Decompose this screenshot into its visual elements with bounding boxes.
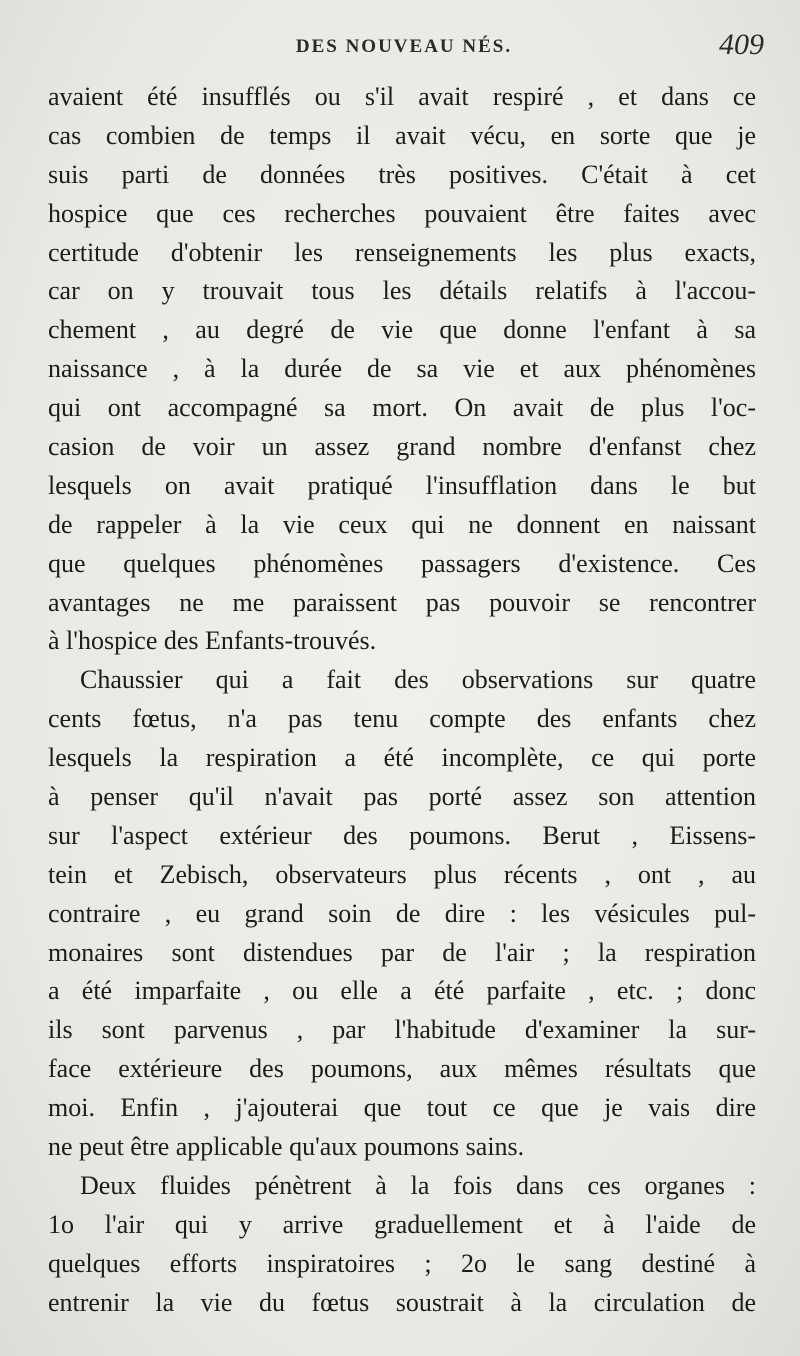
text-line: 1o l'air qui y arrive graduellement et à l'aide de [48,1209,756,1239]
text-line: monaires sont distendues par de l'air ; la respiration [48,937,756,967]
running-head [48,28,764,68]
text-line: entrenir la vie du fœtus soustrait à la circulation de [48,1287,756,1317]
text-line: quelques efforts inspiratoires ; 2o le sang destiné à [48,1248,756,1278]
text-line: tein et Zebisch, observateurs plus récents , ont , au [48,859,756,889]
text-line: sur l'aspect extérieur des poumons. Berut , Eissens- [48,820,756,850]
text-line: a été imparfaite , ou elle a été parfaite , etc. ; donc [48,976,756,1006]
text-line: contraire , eu grand soin de dire : les vésicules pul- [48,898,756,928]
text-line: cas combien de temps il avait vécu, en sorte que je [48,120,756,150]
text-line: que quelques phénomènes passagers d'existence. Ces [48,548,756,578]
text-line: Deux fluides pénètrent à la fois dans ces organes : [80,1170,756,1200]
text-line: moi. Enfin , j'ajouterai que tout ce que je vais dire [48,1093,756,1123]
text-line: car on y trouvait tous les détails relatifs à l'accou- [48,276,756,306]
text-line: naissance , à la durée de sa vie et aux phénomènes [48,354,756,384]
text-line: cents fœtus, n'a pas tenu compte des enfants chez [48,704,756,734]
text-line: suis parti de données très positives. C'était à cet [48,159,756,189]
page-number: 409 [719,28,764,61]
running-title: DES NOUVEAU NÉS. [295,36,513,57]
text-line: lesquels la respiration a été incomplète, ce qui porte [48,743,756,773]
text-line: Chaussier qui a fait des observations sur quatre [80,665,756,695]
text-line: qui ont accompagné sa mort. On avait de plus l'oc- [48,393,756,423]
text-line: à penser qu'il n'avait pas porté assez son attention [48,782,756,812]
body-text [48,78,756,1323]
text-line: casion de voir un assez grand nombre d'enfanst chez [48,432,756,462]
text-line: ne peut être applicable qu'aux poumons sains. [48,1132,525,1162]
text-line: ils sont parvenus , par l'habitude d'examiner la sur- [48,1015,756,1045]
text-line: de rappeler à la vie ceux qui ne donnent en naissant [48,509,756,539]
text-line: hospice que ces recherches pouvaient être faites avec [48,198,756,228]
text-line: avantages ne me paraissent pas pouvoir se rencontrer [48,587,756,617]
text-line: lesquels on avait pratiqué l'insufflation dans le but [48,470,756,500]
text-line: face extérieure des poumons, aux mêmes résultats que [48,1054,756,1084]
text-line: chement , au degré de vie que donne l'enfant à sa [48,315,756,345]
text-line: certitude d'obtenir les renseignements les plus exacts, [48,237,756,267]
text-line: avaient été insufflés ou s'il avait respiré , et dans ce [48,82,756,111]
text-line: à l'hospice des Enfants-trouvés. [48,626,377,656]
